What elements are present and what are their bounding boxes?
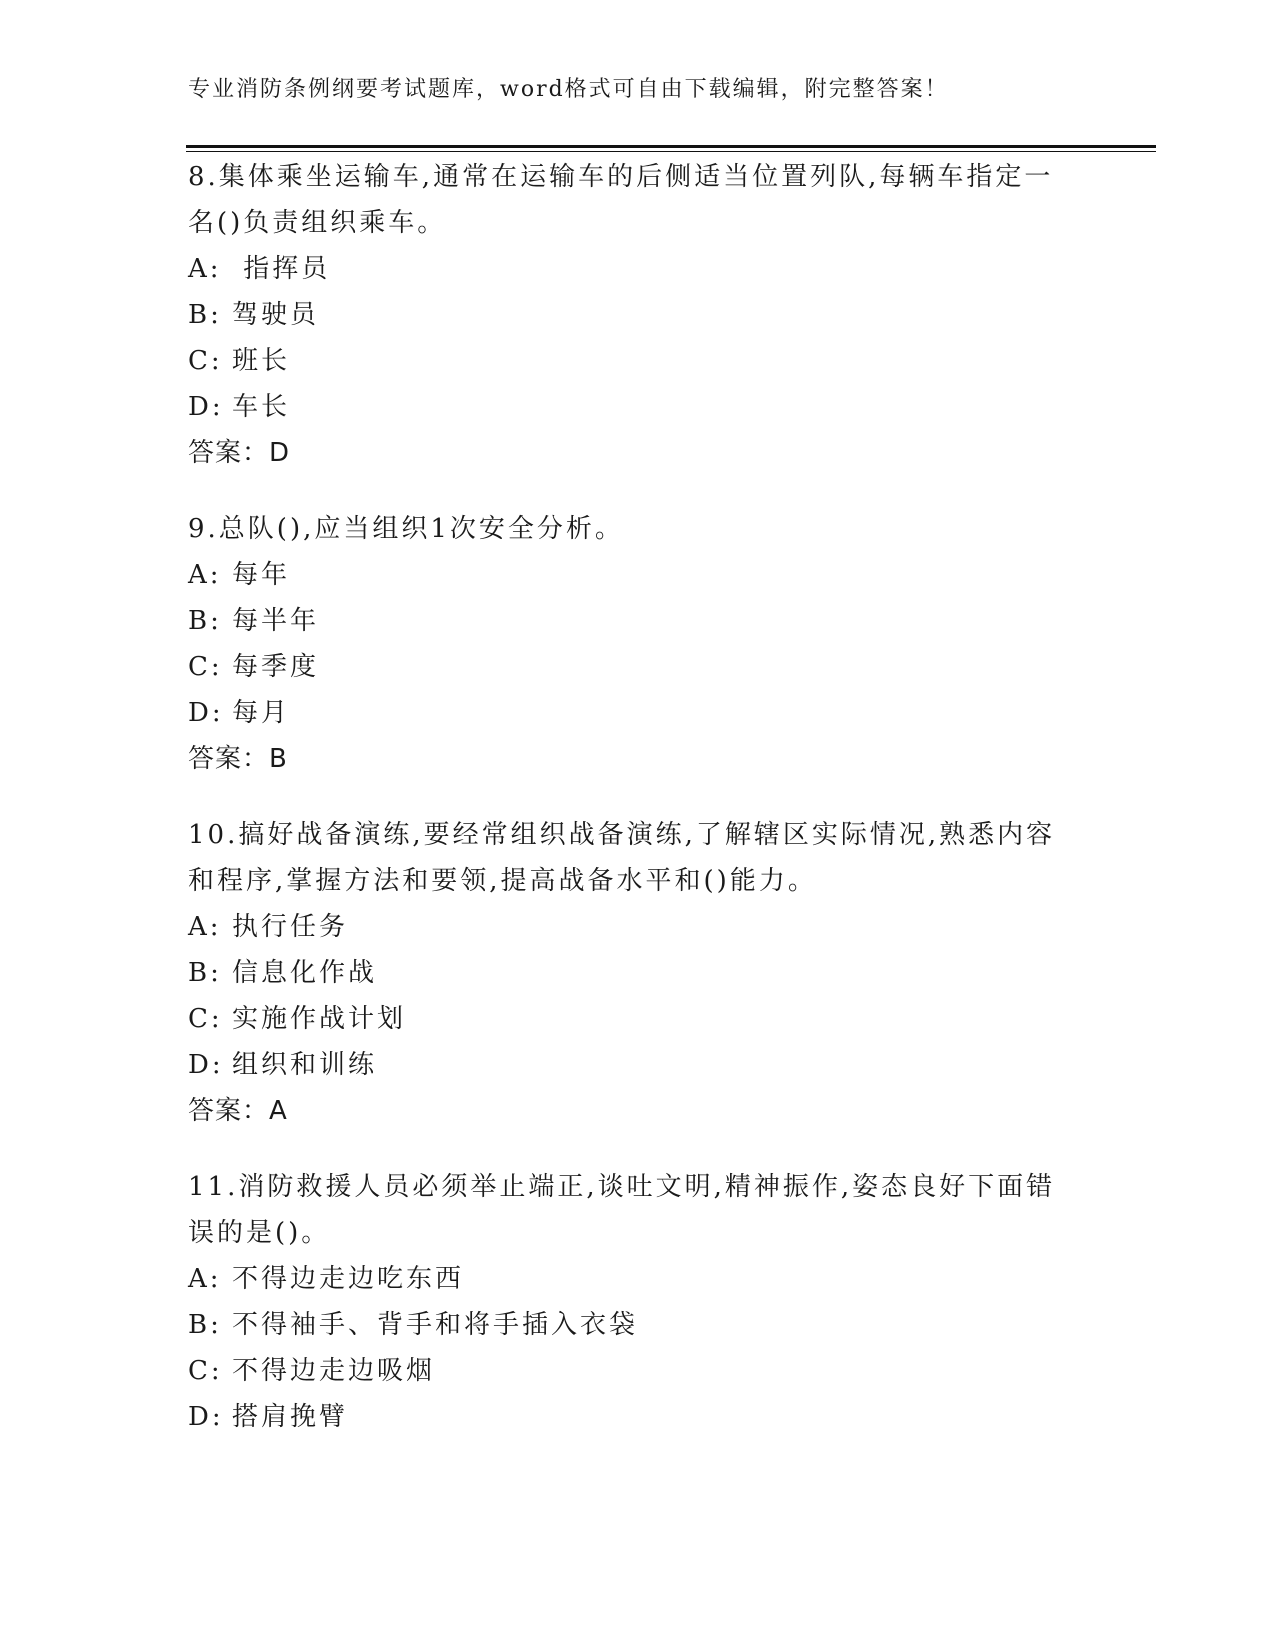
option-letter: B: <box>188 300 222 330</box>
answer: 答案：A <box>188 1096 288 1126</box>
option-a <box>188 1256 1068 1302</box>
option-text: 组织和训练 <box>232 1050 378 1080</box>
answer: 答案：B <box>188 744 288 774</box>
option-text: 班长 <box>232 346 291 376</box>
option-letter: B: <box>188 1310 222 1340</box>
option-text: 不得袖手、背手和将手插入衣袋 <box>232 1310 639 1340</box>
option-b <box>188 292 1068 338</box>
option-d <box>188 1042 1068 1088</box>
question-8 <box>188 154 1068 476</box>
header-rule-thick <box>186 145 1156 148</box>
option-text: 不得边走边吸烟 <box>232 1356 436 1386</box>
option-letter: C: <box>188 652 223 682</box>
question-10 <box>188 812 1068 1134</box>
question-text: 11.消防救援人员必须举止端正,谈吐文明,精神振作,姿态良好下面错误的是()。 <box>188 1172 1056 1248</box>
option-text: 每年 <box>232 560 291 590</box>
option-c <box>188 338 1068 384</box>
option-letter: D: <box>188 1402 224 1432</box>
option-b <box>188 598 1068 644</box>
option-letter: A: <box>188 560 222 590</box>
option-text: 每月 <box>232 698 291 728</box>
option-text: 搭肩挽臂 <box>232 1402 349 1432</box>
option-b <box>188 950 1068 996</box>
option-c <box>188 996 1068 1042</box>
option-letter: D: <box>188 698 224 728</box>
option-letter: A: <box>188 912 222 942</box>
question-text: 8.集体乘坐运输车,通常在运输车的后侧适当位置列队,每辆车指定一名()负责组织乘车。 <box>188 162 1054 238</box>
option-letter: A: <box>188 254 222 284</box>
option-d <box>188 1394 1068 1440</box>
option-letter: B: <box>188 958 222 988</box>
option-b <box>188 1302 1068 1348</box>
option-a <box>188 904 1068 950</box>
option-text: 执行任务 <box>232 912 349 942</box>
option-letter: B: <box>188 606 222 636</box>
option-d <box>188 690 1068 736</box>
option-text: 信息化作战 <box>232 958 378 988</box>
option-text: 指挥员 <box>232 254 331 284</box>
option-letter: A: <box>188 1264 222 1294</box>
option-text: 车长 <box>232 392 291 422</box>
option-letter: C: <box>188 346 223 376</box>
page-header: 专业消防条例纲要考试题库，word格式可自由下载编辑，附完整答案！ <box>188 77 949 102</box>
option-text: 驾驶员 <box>232 300 320 330</box>
option-letter: C: <box>188 1356 223 1386</box>
option-text: 不得边走边吃东西 <box>232 1264 465 1294</box>
option-c <box>188 644 1068 690</box>
option-text: 每季度 <box>232 652 320 682</box>
question-text: 9.总队(),应当组织1次安全分析。 <box>188 514 624 544</box>
answer: 答案：D <box>188 438 291 468</box>
option-letter: D: <box>188 1050 224 1080</box>
option-d <box>188 384 1068 430</box>
option-c <box>188 1348 1068 1394</box>
option-a <box>188 552 1068 598</box>
option-letter: C: <box>188 1004 223 1034</box>
question-11 <box>188 1164 1068 1440</box>
option-a <box>188 246 1068 292</box>
question-9 <box>188 506 1068 782</box>
header-rule-thin <box>186 151 1156 152</box>
option-letter: D: <box>188 392 224 422</box>
option-text: 每半年 <box>232 606 320 636</box>
option-text: 实施作战计划 <box>232 1004 407 1034</box>
question-text: 10.搞好战备演练,要经常组织战备演练,了解辖区实际情况,熟悉内容和程序,掌握方法和要领,提高战备水平和()能力。 <box>188 820 1056 896</box>
